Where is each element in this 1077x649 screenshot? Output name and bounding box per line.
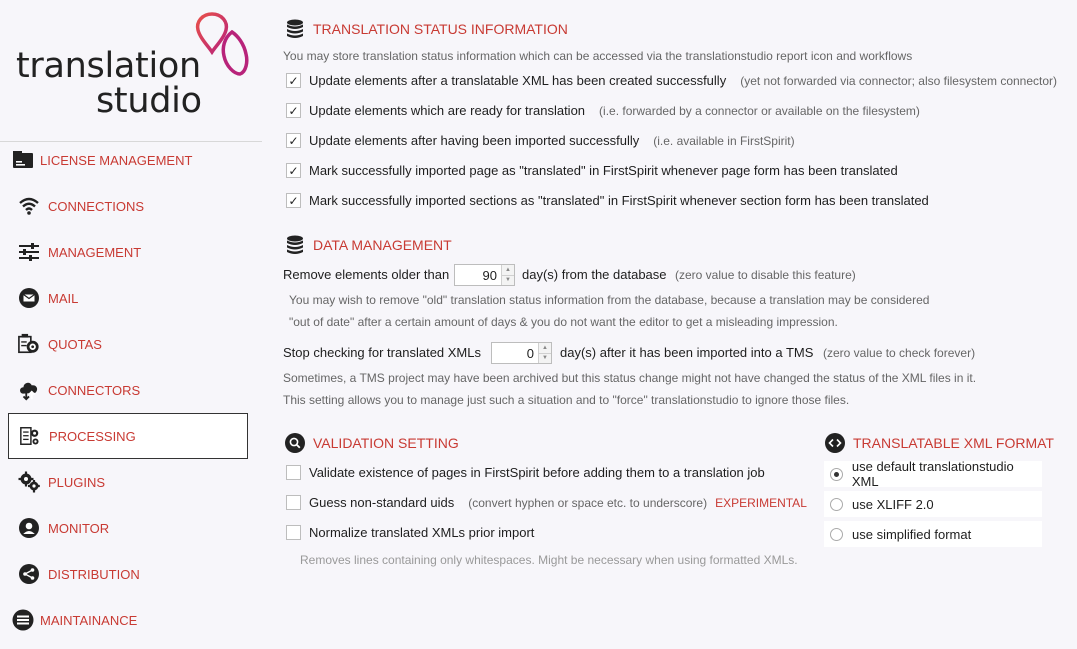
xml-format-radio[interactable] — [830, 498, 843, 511]
cloud-icon — [18, 379, 40, 401]
translationstudio-logo — [16, 12, 248, 122]
spinner-arrows[interactable] — [538, 343, 551, 363]
status-option-row[interactable] — [286, 133, 795, 148]
remove-elements-label: Remove elements older than — [283, 267, 450, 282]
validation-option-row[interactable] — [286, 495, 807, 510]
validation-section-header — [285, 433, 459, 453]
remove-help-line1: You may wish to remove "old" translation status information from the database, because a translation may be considered — [289, 293, 930, 307]
data-mgmt-section-header — [285, 235, 452, 255]
xml-format-option-simplified[interactable] — [824, 521, 1042, 547]
validation-option-note: (convert hyphen or space etc. to underscore) — [468, 495, 708, 510]
user-circle-icon — [18, 517, 40, 539]
processing-icon — [19, 425, 41, 447]
nav-mail[interactable] — [8, 275, 248, 321]
spinner-down-icon[interactable]: ▼ — [539, 354, 551, 364]
mail-icon — [18, 287, 40, 309]
validation-option-row[interactable] — [286, 465, 765, 480]
status-option-checkbox[interactable]: ✓ — [286, 193, 301, 208]
nav-label: MAINTAINANCE — [40, 612, 138, 628]
sliders-icon — [18, 241, 40, 263]
status-option-row[interactable] — [286, 103, 920, 118]
code-icon — [825, 433, 845, 453]
status-option-checkbox[interactable]: ✓ — [286, 73, 301, 88]
nav-label: MAIL — [48, 290, 79, 306]
status-section-description: You may store translation status information which can be accessed via the translationstudio report icon and workflows — [283, 49, 913, 63]
remove-days-value[interactable]: 90 — [482, 267, 497, 283]
validation-option-checkbox[interactable] — [286, 525, 301, 540]
stop-help-line1: Sometimes, a TMS project may have been archived but this status change might not have changed the status of the XML files in it. — [283, 371, 977, 385]
nav-processing[interactable] — [8, 413, 248, 459]
xml-format-option-xliff[interactable] — [824, 491, 1042, 517]
status-option-checkbox[interactable]: ✓ — [286, 103, 301, 118]
spinner-arrows[interactable] — [501, 265, 514, 285]
status-option-row[interactable] — [286, 163, 898, 178]
database-icon — [285, 19, 305, 39]
status-option-checkbox[interactable]: ✓ — [286, 163, 301, 178]
stop-help-line2: This setting allows you to manage just such a situation and to "force" translationstudio to ignore those files. — [283, 393, 850, 407]
nav-label: QUOTAS — [48, 336, 102, 352]
logo-text-line1: translation — [16, 46, 201, 86]
nav-management[interactable] — [8, 229, 248, 275]
nav-monitor[interactable] — [8, 505, 248, 551]
nav-label: MONITOR — [48, 520, 110, 536]
xml-format-option-default[interactable] — [824, 461, 1042, 487]
xml-format-section-header — [825, 433, 1054, 453]
nav-connectors[interactable] — [8, 367, 248, 413]
nav-plugins[interactable] — [8, 459, 248, 505]
validation-option-label: Validate existence of pages in FirstSpirit before adding them to a translation job — [309, 465, 765, 480]
status-option-note: (i.e. forwarded by a connector or available on the filesystem) — [599, 103, 920, 118]
nav-label: DISTRIBUTION — [48, 566, 140, 582]
stop-days-note: (zero value to check forever) — [823, 346, 976, 360]
xml-format-radio[interactable] — [830, 528, 843, 541]
status-option-label: Update elements which are ready for translation — [309, 103, 586, 118]
nav-label: LICENSE MANAGEMENT — [40, 152, 193, 168]
search-icon — [285, 433, 305, 453]
nav-label: MANAGEMENT — [48, 244, 142, 260]
validation-option-checkbox[interactable] — [286, 495, 301, 510]
status-option-row[interactable] — [286, 73, 1057, 88]
xml-format-section-title: TRANSLATABLE XML FORMAT — [853, 435, 1054, 451]
menu-icon — [12, 609, 34, 631]
validation-option-row[interactable] — [286, 525, 534, 540]
xml-format-option-label: use XLIFF 2.0 — [852, 496, 934, 512]
radio-selected-dot — [834, 472, 839, 477]
share-icon — [18, 563, 40, 585]
logo-text-line2: studio — [96, 81, 202, 121]
nav-label: PLUGINS — [48, 474, 106, 490]
nav-distribution[interactable] — [8, 551, 248, 597]
validation-help-text: Removes lines containing only whitespaces. Might be necessary when using formatted XMLs. — [300, 553, 798, 567]
nav-label: CONNECTORS — [48, 382, 141, 398]
xml-format-option-label: use simplified format — [852, 526, 972, 542]
remove-days-suffix: day(s) from the database — [522, 267, 667, 282]
spinner-up-icon[interactable]: ▲ — [539, 343, 551, 354]
status-section-title: TRANSLATION STATUS INFORMATION — [313, 21, 568, 37]
quotas-icon — [18, 333, 40, 355]
spinner-up-icon[interactable]: ▲ — [502, 265, 514, 276]
validation-option-label: Normalize translated XMLs prior import — [309, 525, 535, 540]
status-option-label: Mark successfully imported page as "translated" in FirstSpirit whenever page form has been translated — [309, 163, 898, 178]
nav-maintainance[interactable] — [8, 597, 248, 643]
database-icon — [285, 235, 305, 255]
validation-section-title: VALIDATION SETTING — [313, 435, 459, 451]
gears-icon — [18, 471, 40, 493]
status-option-label: Mark successfully imported sections as "translated" in FirstSpirit whenever section form has been translated — [309, 193, 929, 208]
nav-license-management[interactable] — [8, 137, 248, 183]
nav-label: CONNECTIONS — [48, 198, 145, 214]
stop-days-value[interactable]: 0 — [526, 345, 534, 361]
nav-quotas[interactable] — [8, 321, 248, 367]
status-option-note: (yet not forwarded via connector; also filesystem connector) — [740, 73, 1058, 88]
sidebar — [0, 0, 262, 649]
nav-connections[interactable] — [8, 183, 248, 229]
xml-format-radio[interactable] — [830, 468, 843, 481]
stop-checking-label: Stop checking for translated XMLs — [283, 345, 481, 360]
status-option-label: Update elements after having been imported successfully — [309, 133, 640, 148]
stop-days-suffix: day(s) after it has been imported into a TMS — [560, 345, 814, 360]
logo-drops-icon — [194, 12, 250, 78]
validation-option-label: Guess non-standard uids — [309, 495, 455, 510]
nav-label: PROCESSING — [49, 428, 136, 444]
status-option-note: (i.e. available in FirstSpirit) — [653, 133, 795, 148]
status-section-header — [285, 19, 568, 39]
xml-format-option-label: use default translationstudio XML — [851, 459, 1014, 489]
status-option-row[interactable] — [286, 193, 929, 208]
status-option-label: Update elements after a translatable XML has been created successfully — [309, 73, 727, 88]
stop-days-spinner[interactable] — [491, 342, 552, 364]
validation-option-checkbox[interactable] — [286, 465, 301, 480]
experimental-badge: EXPERIMENTAL — [715, 495, 807, 510]
wifi-icon — [18, 195, 40, 217]
remove-days-spinner[interactable] — [454, 264, 515, 286]
remove-days-note: (zero value to disable this feature) — [675, 268, 856, 282]
status-option-checkbox[interactable]: ✓ — [286, 133, 301, 148]
license-icon — [12, 149, 34, 171]
data-mgmt-section-title: DATA MANAGEMENT — [313, 237, 452, 253]
spinner-down-icon[interactable]: ▼ — [502, 276, 514, 286]
remove-help-line2: "out of date" after a certain amount of days & you do not want the editor to get a misleading impression. — [289, 315, 838, 329]
